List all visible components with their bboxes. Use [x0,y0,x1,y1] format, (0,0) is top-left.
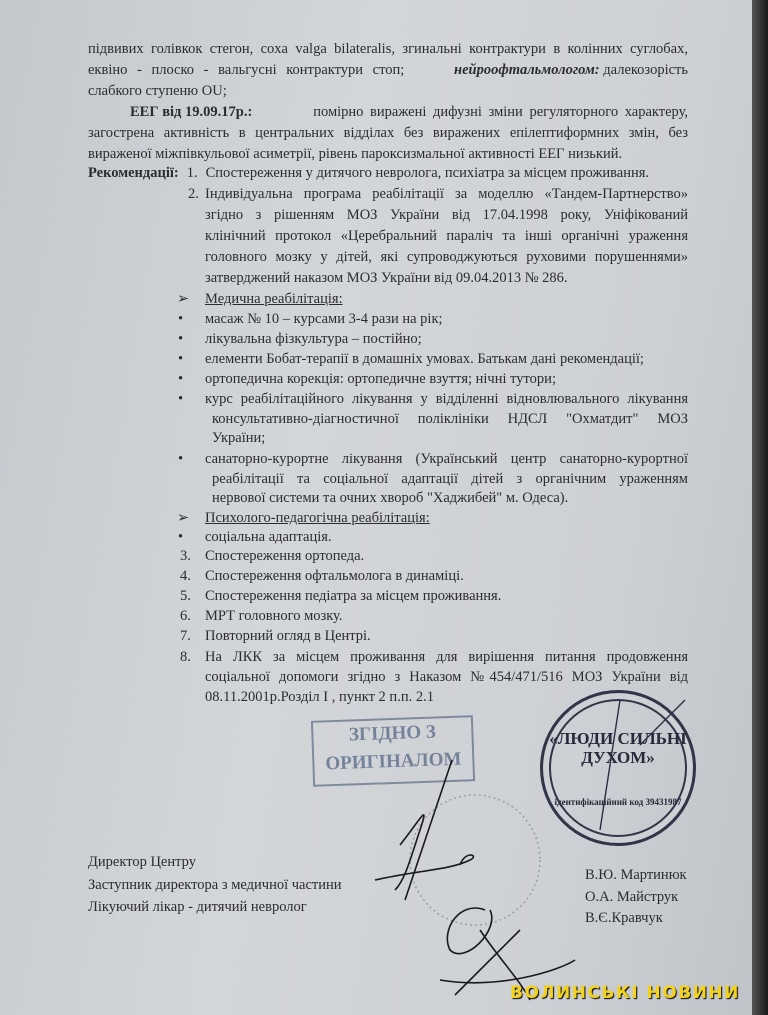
medical-bullet: масаж № 10 – курсами 3-4 рази на рік; [205,311,443,327]
recommendation-2-line: затверджений наказом МОЗ України від 09.04.2013 № 286. [205,270,568,286]
director-signature [375,760,473,900]
course-line: курс реабілітаційного лікування у відділенні відновлювального лікування [205,391,688,407]
item-number: 1. [186,165,198,181]
bullet-icon: • [178,331,184,347]
bullet-icon: • [178,351,184,367]
faint-seal-imprint [410,795,540,925]
intro-contractures: еквіно - плоско - вальгусні контрактури стоп; [88,62,405,78]
item-number: 3. [180,548,191,564]
sanatorium-line: нервової системи та очних хвороб "Хаджибей" м. Одеса). [212,490,569,506]
item-number: 4. [180,568,191,584]
recommendation-3: Спостереження ортопеда. [205,548,365,564]
item-number: 2. [188,186,199,202]
intro-line-3: слабкого ступеню OU; [88,83,227,99]
seal-code: ідентифікаційний код 39431987 [554,797,682,807]
item-number: 6. [180,608,191,624]
eeg-line-2: загострена активність в центральних відділах без виражених епілептиформних змін, без [88,125,688,141]
recommendation-5: Спостереження педіатра за місцем проживання. [205,588,502,604]
item-number: 5. [180,588,191,604]
stamp-line-1: ЗГІДНО З [348,721,437,746]
eeg-line-3: вираженої міжпівкульової асиметрії, рівень пароксизмальної активності ЕЕГ низький. [88,146,623,162]
stamp-line-2: ОРИГІНАЛОМ [325,748,462,775]
bullet-icon: • [178,451,184,467]
sanatorium-line: санаторно-курортне лікування (Український центр санаторно-курортної [205,451,688,467]
hyperopia-text: далекозорість [603,62,688,78]
intro-line-1: підвивих голівкок стегон, coxa valga bilateralis, згинальні контрактури в колінних суглобах, [88,41,688,57]
name-deputy: О.А. Майструк [585,889,679,905]
news-watermark-logo: ВОЛИНСЬКІ НОВИНИ [510,983,740,1003]
neuro-ophthalmologist-label: нейроофтальмологом: [454,62,600,78]
eeg-text-1: помірно виражені дифузні зміни регуляторного характеру, [313,104,688,120]
bullet-icon: • [178,529,184,545]
item-number: 7. [180,628,191,644]
arrow-bullet-icon: ➢ [177,291,190,307]
arrow-bullet-icon: ➢ [177,510,190,526]
medical-bullet: елементи Бобат-терапії в домашніх умовах. Батькам дані рекомендації; [205,351,644,367]
recommendation-7: Повторний огляд в Центрі. [205,628,371,644]
name-director: В.Ю. Мартинюк [585,867,687,883]
recommendation-4: Спостереження офтальмолога в динаміці. [205,568,464,584]
bullet-icon: • [178,371,184,387]
bullet-icon: • [178,311,184,327]
position-doctor: Лікуючий лікар - дитячий невролог [88,899,307,915]
sanatorium-line: реабілітації та соціальної адаптації дітей з органічним ураженням [212,471,688,487]
medical-rehab-heading: Медична реабілітація: [205,291,343,307]
seal-center-text: «ЛЮДИ СИЛЬНІ ДУХОМ» [549,729,687,767]
name-doctor: В.Є.Кравчук [585,910,663,926]
psych-rehab-heading: Психолого-педагогічна реабілітація: [205,510,430,526]
recommendation-2-line: клінічний протокол «Церебральний параліч та інші органічні ураження [205,228,688,244]
medical-bullet: лікувальна фізкультура – постійно; [205,331,422,347]
seal-signature [600,700,685,830]
position-deputy: Заступник директора з медичної частини [88,877,342,893]
bullet-icon: • [178,391,184,407]
recommendation-6: МРТ головного мозку. [205,608,343,624]
recommendation-8-line: соціальної допомоги згідно з Наказом №454/471/516 МОЗ України від [205,669,688,685]
recommendation-2-line: згідно з рішенням МОЗ України від 17.04.1998 року, Уніфікований [205,207,688,223]
eeg-label: ЕЕГ від 19.09.17р.: [130,104,253,120]
course-line: консультативно-діагностичної поліклініки НДСЛ "Охматдит" МОЗ [212,411,688,427]
recommendation-8-line: 08.11.2001р.Розділ І , пункт 2 п.п. 2.1 [205,689,434,705]
course-line: України; [212,430,266,446]
psych-bullet: соціальна адаптація. [205,529,332,545]
recommendation-1: Спостереження у дитячого невролога, психіатра за місцем проживання. [205,165,650,181]
recommendations-label: Рекомендації: [88,165,179,181]
recommendation-2-line: Індивідуальна програма реабілітації за моделлю «Тандем-Партнерство» [205,186,688,202]
medical-bullet: ортопедична корекція: ортопедичне взуття; нічні тутори; [205,371,556,387]
position-director: Директор Центру [88,854,196,870]
recommendation-8-line: На ЛКК за місцем проживання для вирішення питання продовження [205,649,688,665]
item-number: 8. [180,649,191,665]
recommendation-2-line: головного мозку у дітей, які супроводжуються руховими порушеннями» [205,249,688,265]
